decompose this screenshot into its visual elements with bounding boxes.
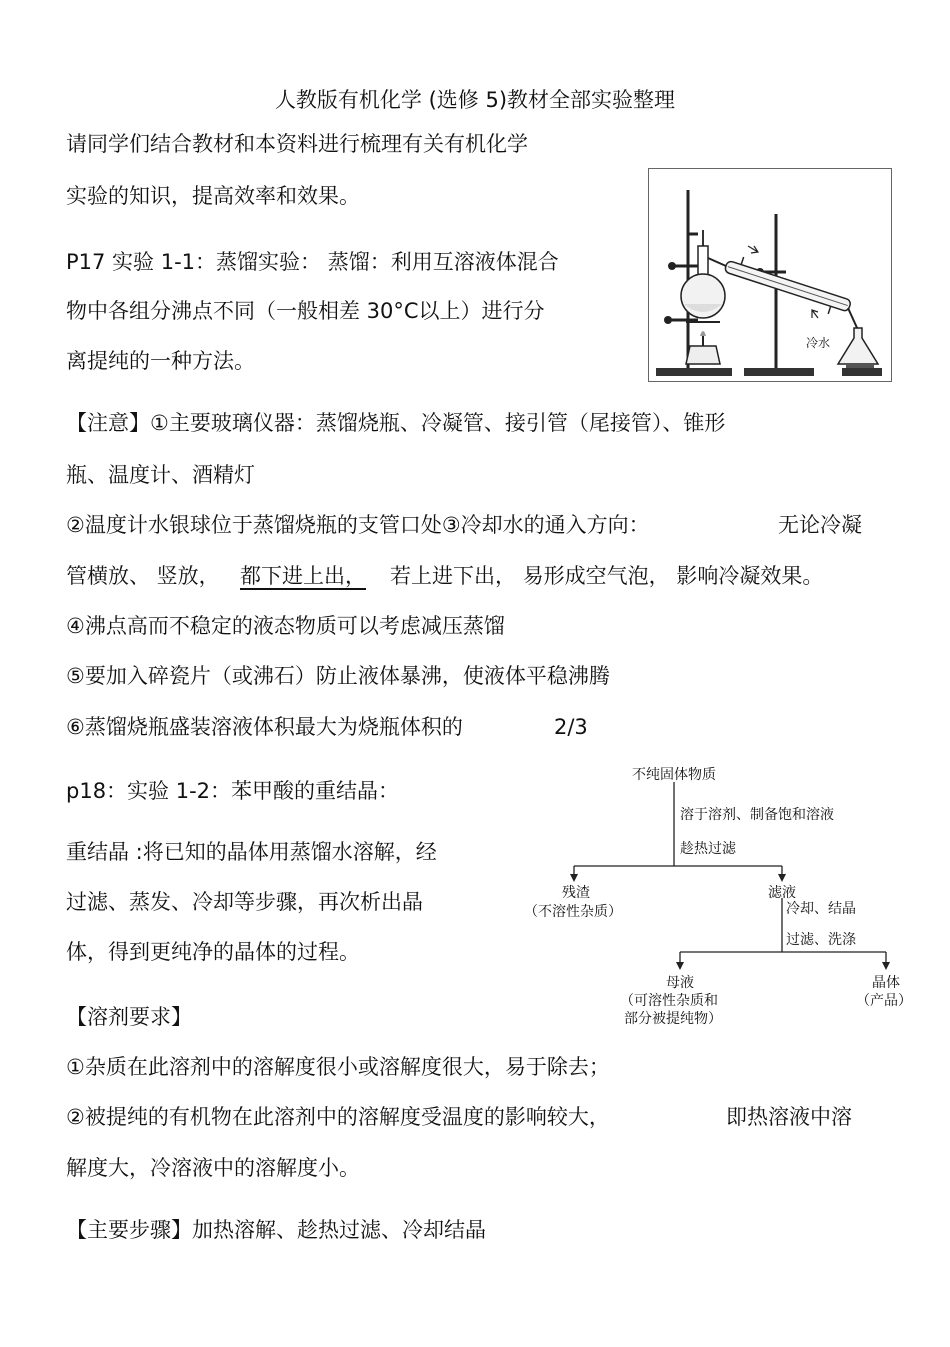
- note-2: ②温度计水银球位于蒸馏烧瓶的支管口处③冷却水的通入方向：: [66, 513, 650, 537]
- note-line-2: 瓶、温度计、酒精灯: [66, 463, 255, 487]
- flow-step-1: 溶于溶剂、制备饱和溶液: [680, 807, 834, 823]
- note-6: ⑥蒸馏烧瓶盛装溶液体积最大为烧瓶体积的: [66, 715, 463, 739]
- requirement-2-line-2: 解度大，冷溶液中的溶解度小。: [66, 1156, 360, 1180]
- flow-crystal: 晶体: [872, 975, 900, 991]
- distillation-apparatus-figure: [648, 168, 892, 382]
- note-5: ⑤要加入碎瓷片（或沸石）防止液体暴沸，使液体平稳沸腾: [66, 664, 610, 688]
- flow-residue: 残渣: [562, 885, 590, 901]
- exp2-def-line-1: 重结晶 :将已知的晶体用蒸馏水溶解，经: [66, 840, 437, 864]
- note-4: ④沸点高而不稳定的液态物质可以考虑减压蒸馏: [66, 614, 505, 638]
- flow-step-3: 冷却、结晶: [786, 901, 856, 917]
- solvent-heading: 【溶剂要求】: [66, 1005, 192, 1029]
- exp1-heading: P17 实验 1-1：蒸馏实验： 蒸馏：利用互溶液体混合: [66, 250, 559, 274]
- intro-line-2: 实验的知识，提高效率和效果。: [66, 184, 360, 208]
- cold-water-label: 冷水: [806, 336, 831, 350]
- recrystallization-flowchart: [520, 758, 920, 1038]
- note-6-value: 2/3: [554, 715, 588, 739]
- note-line-1: 【注意】①主要玻璃仪器：蒸馏烧瓶、冷凝管、接引管（尾接管）、锥形: [66, 411, 726, 435]
- flow-residue-note: （不溶性杂质）: [524, 904, 622, 920]
- note-3-c: 若上进下出， 易形成空气泡， 影响冷凝效果。: [390, 564, 824, 588]
- flow-crystal-note: （产品）: [856, 993, 912, 1009]
- flow-mother-liquor: 母液: [666, 975, 694, 991]
- exp1-line-2: 物中各组分沸点不同（一般相差 30°C以上）进行分: [66, 299, 545, 323]
- flow-filtrate: 滤液: [768, 885, 796, 901]
- main-steps: 【主要步骤】加热溶解、趁热过滤、冷却结晶: [66, 1218, 486, 1242]
- requirement-2-tail: 即热溶液中溶: [726, 1105, 852, 1129]
- note-3-b: 都下进上出，: [240, 564, 366, 588]
- page-title: 人教版有机化学 (选修 5)教材全部实验整理: [274, 88, 676, 112]
- exp2-def-line-2: 过滤、蒸发、冷却等步骤，再次析出晶: [66, 890, 423, 914]
- exp1-line-3: 离提纯的一种方法。: [66, 349, 255, 373]
- requirement-2: ②被提纯的有机物在此溶剂中的溶解度受温度的影响较大，: [66, 1105, 610, 1129]
- exp2-heading: p18：实验 1-2：苯甲酸的重结晶：: [66, 779, 400, 803]
- flow-step-4: 过滤、洗涤: [786, 932, 856, 948]
- exp2-def-line-3: 体，得到更纯净的晶体的过程。: [66, 940, 360, 964]
- note-2-tail: 无论冷凝: [778, 513, 862, 537]
- requirement-1: ①杂质在此溶剂中的溶解度很小或溶解度很大，易于除去；: [66, 1055, 610, 1079]
- intro-line-1: 请同学们结合教材和本资料进行梳理有关有机化学: [66, 132, 528, 156]
- flow-step-2: 趁热过滤: [680, 841, 736, 857]
- note-3-a: 管横放、 竖放，: [66, 564, 220, 588]
- flow-top: 不纯固体物质: [632, 767, 716, 783]
- flow-mother-note-1: （可溶性杂质和: [620, 993, 718, 1009]
- flow-mother-note-2: 部分被提纯物）: [624, 1011, 722, 1027]
